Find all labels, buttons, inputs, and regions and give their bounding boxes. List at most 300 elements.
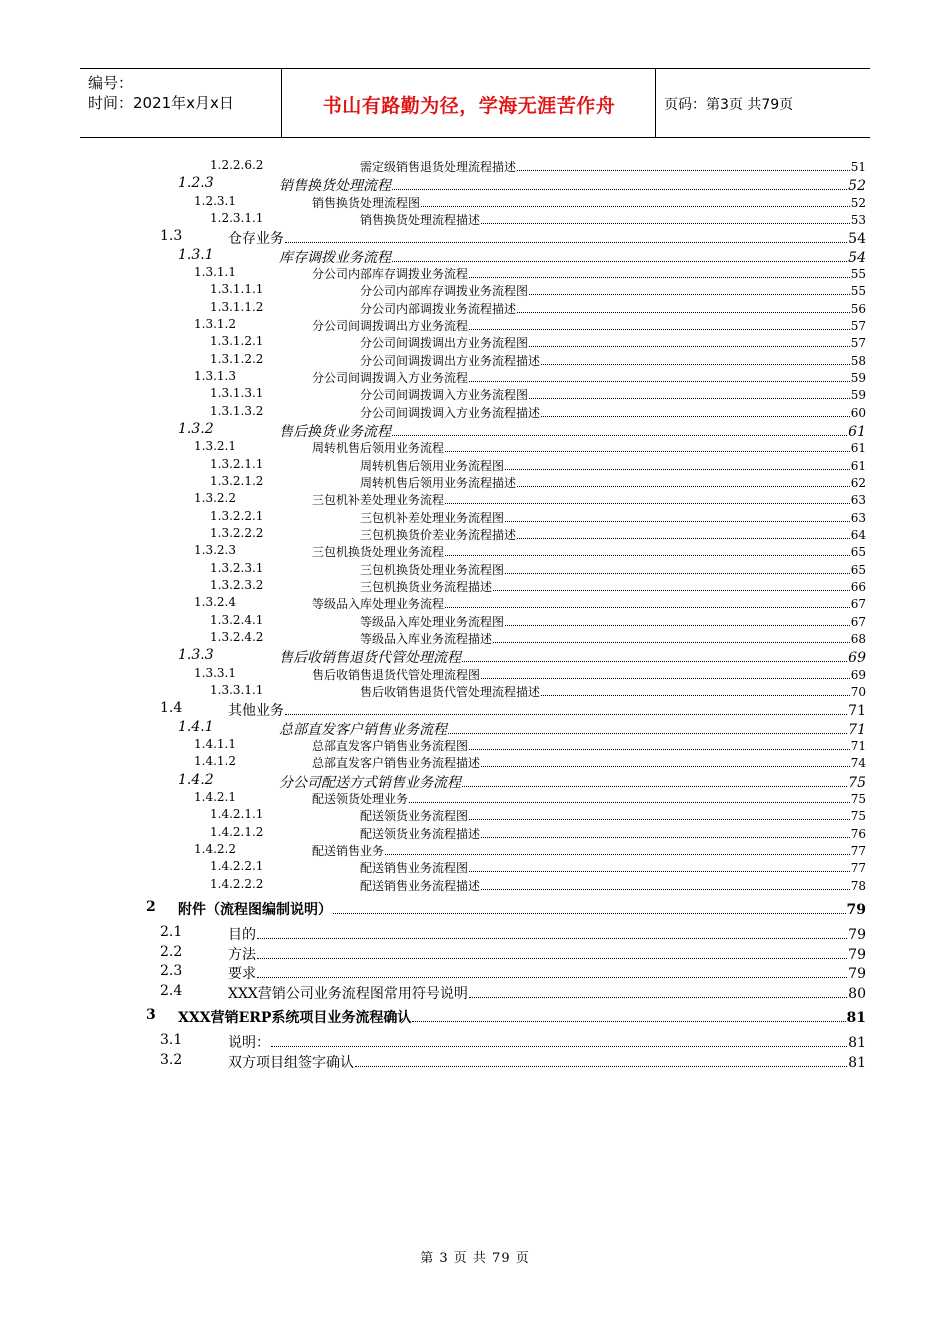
toc-entry-title: 售后收销售退货代管处理流程 [279, 650, 461, 667]
toc-entry-leader [360, 457, 866, 474]
toc-entry-number: 1.2.3 [178, 175, 214, 192]
toc-entry-leader [360, 630, 866, 647]
toc-dot-leader [409, 801, 850, 803]
toc-dot-leader [541, 694, 850, 696]
toc-entry-title: 分公司间调拨调入方业务流程描述 [360, 405, 541, 420]
toc-entry-number: 1.3.2.3 [194, 543, 236, 558]
toc-entry-leader [228, 963, 866, 983]
toc-entry-number: 1.3.1.2.2 [210, 351, 264, 366]
toc-entry[interactable] [0, 542, 950, 559]
toc-entry-page: 54 [848, 249, 866, 266]
toc-dot-leader [481, 836, 850, 838]
toc-dot-leader [469, 276, 850, 278]
toc-dot-leader [469, 818, 850, 820]
toc-entry-number: 1.3.2.2.1 [210, 508, 264, 523]
toc-dot-leader [421, 205, 850, 207]
toc-entry[interactable] [0, 943, 950, 963]
toc-entry[interactable] [0, 193, 950, 210]
toc-entry-number: 3 [146, 1007, 156, 1024]
toc-entry-page: 74 [850, 756, 866, 771]
toc-entry-number: 1.3.2 [178, 421, 214, 438]
toc-entry-leader [312, 194, 866, 211]
toc-entry-number: 2.1 [160, 924, 183, 941]
toc-dot-leader [493, 589, 850, 591]
toc-entry-leader [178, 1007, 866, 1027]
toc-entry-title: 三包机换货业务流程描述 [360, 580, 493, 595]
toc-entry[interactable] [0, 858, 950, 875]
toc-entry[interactable] [0, 1001, 950, 1031]
toc-entry[interactable] [0, 646, 950, 667]
toc-entry-page: 81 [848, 1035, 866, 1052]
toc-entry-leader [360, 526, 866, 543]
toc-entry-page: 54 [848, 231, 866, 248]
toc-entry-number: 1.3.1.3.1 [210, 386, 264, 401]
toc-dot-leader [505, 520, 850, 522]
toc-dot-leader [333, 912, 846, 914]
toc-entry-page: 81 [846, 1010, 866, 1027]
toc-entry-page: 75 [850, 809, 866, 824]
toc-dot-leader [517, 485, 850, 487]
toc-dot-leader [355, 1065, 847, 1067]
toc-entry-leader [360, 158, 866, 175]
toc-entry-title: 三包机换货处理业务流程图 [360, 562, 505, 577]
toc-entry-page: 59 [850, 388, 866, 403]
toc-entry-title: XXX营销ERP系统项目业务流程确认 [178, 1010, 412, 1027]
toc-entry-page: 52 [850, 195, 866, 210]
toc-entry-leader [312, 491, 866, 508]
toc-entry-leader [312, 790, 866, 807]
toc-entry-page: 80 [848, 985, 866, 1002]
toc-entry-number: 1.3.2.1.1 [210, 456, 264, 471]
toc-entry-title: 周转机售后领用业务流程 [312, 441, 445, 456]
toc-entry-title: 销售换货处理流程 [279, 178, 391, 195]
toc-entry[interactable] [0, 771, 950, 789]
toc-entry-page: 63 [850, 510, 866, 525]
page-footer: 第 3 页 共 79 页 [420, 1251, 530, 1266]
toc-entry-number: 2 [146, 899, 156, 916]
toc-entry[interactable] [0, 699, 950, 720]
toc-dot-leader [481, 677, 850, 679]
toc-dot-leader [469, 996, 847, 998]
toc-dot-leader [505, 624, 850, 626]
toc-entry-title: 分公司配送方式销售业务流程 [279, 774, 461, 791]
toc-entry-page: 81 [848, 1055, 866, 1072]
toc-entry[interactable] [0, 316, 950, 333]
toc-entry[interactable] [0, 753, 950, 770]
toc-entry-number: 1.3.1.2 [194, 316, 236, 331]
toc-entry-title: 分公司内部库存调拨业务流程 [312, 266, 469, 281]
toc-dot-leader [469, 328, 850, 330]
toc-dot-leader [445, 554, 850, 556]
toc-dot-leader [412, 1020, 845, 1022]
toc-entry[interactable] [0, 1031, 950, 1051]
toc-entry-leader [360, 282, 866, 299]
toc-entry[interactable] [0, 420, 950, 441]
toc-entry-title: 总部直发客户销售业务流程图 [312, 739, 469, 754]
toc-entry-page: 75 [850, 792, 866, 806]
toc-entry-leader [228, 924, 866, 944]
toc-entry-leader [360, 859, 866, 876]
toc-entry[interactable] [0, 1051, 950, 1071]
toc-entry[interactable] [0, 789, 950, 806]
toc-dot-leader [257, 937, 847, 939]
toc-entry-leader [360, 807, 866, 824]
toc-entry-leader [360, 211, 866, 228]
table-of-contents [0, 157, 950, 1071]
toc-dot-leader [257, 957, 847, 959]
toc-entry-leader [360, 683, 866, 700]
toc-entry-title: 销售换货处理流程图 [312, 195, 421, 210]
toc-entry[interactable] [0, 281, 950, 298]
serial-label: 编号： [88, 74, 134, 92]
toc-entry-title: 其他业务 [228, 703, 284, 720]
toc-entry[interactable] [0, 893, 950, 923]
toc-entry[interactable] [0, 157, 950, 174]
toc-entry-title: 三包机补差处理业务流程图 [360, 510, 505, 525]
toc-entry-page: 79 [846, 902, 866, 919]
toc-entry-number: 1.3.2.3.1 [210, 560, 264, 575]
toc-entry-number: 1.4.2.2 [194, 842, 236, 857]
toc-entry-number: 1.3.2.1 [194, 439, 236, 454]
toc-entry-title: 配送销售业务 [312, 844, 385, 859]
toc-entry-title: 售后收销售退货代管处理流程描述 [360, 685, 541, 700]
toc-entry-page: 71 [848, 721, 866, 738]
toc-entry-page: 78 [850, 878, 866, 893]
toc-entry-page: 67 [850, 597, 866, 612]
toc-entry-number: 1.4.2.2.1 [210, 859, 264, 874]
toc-entry-title: 分公司间调拨调入方业务流程 [312, 370, 469, 385]
toc-dot-leader [517, 169, 850, 171]
toc-entry-number: 1.3.2.4 [194, 595, 236, 610]
toc-entry-title: 配送销售业务流程图 [360, 861, 469, 876]
toc-entry[interactable] [0, 385, 950, 402]
toc-entry-page: 65 [850, 562, 866, 577]
toc-entry[interactable] [0, 490, 950, 507]
header-meta [88, 73, 234, 113]
toc-entry-page: 65 [850, 545, 866, 560]
toc-entry-leader [228, 1032, 866, 1052]
toc-entry-leader [178, 899, 866, 919]
toc-dot-leader [285, 713, 847, 715]
toc-entry[interactable] [0, 473, 950, 490]
toc-dot-leader [462, 785, 847, 787]
toc-entry-leader [312, 265, 866, 282]
toc-dot-leader [469, 748, 850, 750]
toc-dot-leader [271, 1045, 847, 1047]
toc-entry-number: 1.4.2.1.2 [210, 824, 264, 839]
toc-dot-leader [529, 397, 850, 399]
toc-entry-page: 61 [848, 424, 866, 441]
toc-entry-title: 销售换货处理流程描述 [360, 212, 481, 227]
toc-entry[interactable] [0, 824, 950, 841]
toc-entry-title: 总部直发客户销售业务流程描述 [312, 756, 481, 771]
toc-entry-title: 售后收销售退货代管处理流程图 [312, 667, 481, 682]
toc-entry-page: 67 [850, 614, 866, 629]
toc-entry[interactable] [0, 806, 950, 823]
toc-dot-leader [529, 293, 850, 295]
toc-entry-page: 77 [850, 861, 866, 876]
toc-entry-page: 69 [850, 667, 866, 682]
toc-entry-title: 库存调拨业务流程 [279, 249, 391, 266]
toc-entry-title: 等级品入库处理业务流程图 [360, 614, 505, 629]
toc-entry-page: 71 [850, 739, 866, 754]
toc-entry-page: 53 [850, 212, 866, 227]
toc-entry[interactable] [0, 736, 950, 753]
toc-entry-title: 仓存业务 [228, 231, 284, 248]
toc-entry-number: 1.3.3.1 [194, 665, 236, 680]
toc-entry-number: 1.3.2.2.2 [210, 526, 264, 541]
toc-entry-leader [312, 317, 866, 334]
toc-entry-leader [360, 386, 866, 403]
toc-entry-leader [360, 474, 866, 491]
toc-dot-leader [517, 537, 850, 539]
toc-entry[interactable] [0, 508, 950, 525]
toc-entry-number: 1.4.1.1 [194, 737, 236, 752]
toc-dot-leader [448, 732, 847, 734]
toc-dot-leader [493, 641, 850, 643]
toc-entry[interactable] [0, 456, 950, 473]
toc-entry-page: 79 [848, 946, 866, 963]
toc-entry-page: 69 [848, 650, 866, 667]
toc-entry-title: 三包机补差处理业务流程 [312, 493, 445, 508]
toc-dot-leader [481, 222, 850, 224]
toc-entry-leader [312, 369, 866, 386]
toc-entry-leader [312, 737, 866, 754]
toc-entry[interactable] [0, 962, 950, 982]
toc-entry-number: 1.3.1.1 [194, 264, 236, 279]
toc-dot-leader [481, 765, 850, 767]
toc-entry-title: 三包机换货处理业务流程 [312, 545, 445, 560]
toc-entry-page: 61 [850, 458, 866, 473]
toc-entry-number: 1.4.2 [178, 771, 214, 788]
toc-entry-leader [360, 578, 866, 595]
toc-entry-title: XXX营销公司业务流程图常用符号说明 [228, 985, 468, 1002]
toc-entry-title: 附件（流程图编制说明） [178, 902, 332, 919]
toc-dot-leader [385, 853, 850, 855]
toc-entry-number: 1.3.2.2 [194, 491, 236, 506]
toc-entry-title: 配送领货处理业务 [312, 792, 409, 806]
toc-entry-page: 51 [850, 160, 866, 174]
toc-entry[interactable] [0, 525, 950, 542]
toc-entry[interactable] [0, 876, 950, 893]
toc-entry[interactable] [0, 333, 950, 350]
toc-entry-leader [312, 439, 866, 456]
toc-entry-page: 64 [850, 528, 866, 543]
toc-entry-title: 配送领货业务流程描述 [360, 826, 481, 841]
toc-entry[interactable] [0, 629, 950, 646]
toc-entry[interactable] [0, 264, 950, 281]
toc-entry-title: 等级品入库业务流程描述 [360, 632, 493, 647]
toc-entry-title: 分公司间调拨调出方业务流程图 [360, 336, 529, 351]
toc-entry-leader [228, 944, 866, 964]
toc-entry-page: 57 [850, 318, 866, 333]
toc-dot-leader [445, 450, 850, 452]
toc-entry[interactable] [0, 351, 950, 368]
toc-entry-page: 55 [850, 266, 866, 281]
toc-entry-title: 分公司间调拨调出方业务流程描述 [360, 353, 541, 368]
toc-entry-number: 2.2 [160, 943, 183, 960]
header-page-label: 页码：第3页 共79页 [664, 97, 794, 113]
toc-entry[interactable] [0, 718, 950, 736]
toc-dot-leader [517, 311, 850, 313]
toc-entry-leader [312, 595, 866, 612]
toc-entry-title: 分公司内部库存调拨业务流程图 [360, 284, 529, 299]
toc-entry-number: 1.3.2.4.2 [210, 630, 264, 645]
toc-entry-page: 62 [850, 476, 866, 490]
toc-entry-number: 1.3.2.1.2 [210, 474, 264, 488]
toc-entry[interactable] [0, 923, 950, 943]
toc-entry-number: 1.3 [160, 228, 183, 245]
header-motto: 书山有路勤为径，学海无涯苦作舟 [322, 95, 616, 117]
toc-entry-page: 55 [850, 284, 866, 299]
toc-entry-leader [360, 300, 866, 317]
toc-entry-number: 1.3.3.1.1 [210, 683, 264, 698]
toc-entry[interactable] [0, 246, 950, 264]
toc-entry-page: 75 [848, 774, 866, 791]
toc-entry-title: 要求 [228, 966, 256, 983]
toc-dot-leader [541, 415, 850, 417]
toc-entry-number: 1.4.1 [178, 718, 214, 735]
toc-entry-page: 63 [850, 493, 866, 508]
toc-entry-title: 等级品入库处理业务流程 [312, 597, 445, 612]
toc-dot-leader [285, 241, 847, 243]
toc-entry-number: 1.2.3.1 [194, 193, 236, 208]
toc-entry-number: 1.4.2.1.1 [210, 807, 264, 822]
toc-entry-title: 双方项目组签字确认 [228, 1055, 354, 1072]
toc-entry-number: 1.3.1.1.1 [210, 282, 264, 297]
toc-entry-page: 66 [850, 580, 866, 595]
toc-entry-number: 1.3.1.1.2 [210, 299, 264, 314]
toc-entry[interactable] [0, 368, 950, 385]
toc-entry[interactable] [0, 982, 950, 1002]
toc-entry[interactable] [0, 612, 950, 629]
toc-entry[interactable] [0, 577, 950, 594]
toc-dot-leader [257, 976, 847, 978]
toc-entry-leader [312, 842, 866, 859]
toc-entry-title: 目的 [228, 927, 256, 944]
header-table [80, 68, 870, 138]
toc-entry-number: 1.3.1 [178, 246, 214, 263]
toc-entry-leader [360, 877, 866, 894]
toc-entry-number: 3.1 [160, 1032, 183, 1049]
toc-entry-leader [312, 666, 866, 683]
toc-entry-title: 方法 [228, 946, 256, 963]
toc-dot-leader [392, 260, 847, 262]
toc-entry[interactable] [0, 403, 950, 420]
toc-entry-number: 1.3.3 [178, 647, 214, 664]
toc-entry-page: 68 [850, 632, 866, 647]
toc-dot-leader [445, 606, 850, 608]
toc-entry-page: 52 [848, 178, 866, 195]
toc-entry[interactable] [0, 438, 950, 455]
toc-entry[interactable] [0, 227, 950, 248]
toc-entry[interactable] [0, 841, 950, 858]
toc-entry-title: 总部直发客户销售业务流程 [279, 721, 447, 738]
toc-entry-page: 77 [850, 844, 866, 859]
toc-entry[interactable] [0, 594, 950, 611]
toc-dot-leader [469, 380, 850, 382]
toc-entry-page: 56 [850, 301, 866, 316]
toc-entry-leader [360, 352, 866, 369]
toc-entry[interactable] [0, 682, 950, 699]
toc-dot-leader [505, 572, 850, 574]
toc-entry-title: 售后换货业务流程 [279, 424, 391, 441]
toc-entry-number: 2.3 [160, 963, 183, 980]
toc-entry-leader [228, 1052, 866, 1072]
toc-entry-page: 60 [850, 405, 866, 420]
toc-entry-number: 1.4.1.2 [194, 754, 236, 769]
toc-entry-page: 59 [850, 370, 866, 385]
toc-entry-title: 配送销售业务流程描述 [360, 878, 481, 893]
toc-entry-page: 71 [848, 703, 866, 720]
toc-entry-number: 1.3.2.3.2 [210, 578, 264, 593]
toc-entry-page: 76 [850, 826, 866, 841]
toc-entry-number: 1.3.1.2.1 [210, 334, 264, 349]
time-label: 时间：2021年x月x日 [88, 94, 234, 112]
toc-entry-title: 说明： [228, 1035, 270, 1052]
toc-entry[interactable] [0, 665, 950, 682]
toc-entry-number: 1.4 [160, 700, 183, 717]
toc-entry-leader [360, 613, 866, 630]
toc-dot-leader [469, 870, 850, 872]
toc-entry-leader [360, 404, 866, 421]
toc-entry-page: 70 [850, 685, 866, 700]
toc-entry-leader [360, 825, 866, 842]
toc-entry-number: 1.3.2.4.1 [210, 612, 264, 627]
toc-entry-page: 79 [848, 966, 866, 983]
toc-entry-number: 1.4.2.1 [194, 790, 236, 804]
toc-entry[interactable] [0, 210, 950, 227]
toc-entry-number: 3.2 [160, 1052, 183, 1069]
toc-dot-leader [481, 888, 850, 890]
toc-entry-leader [360, 561, 866, 578]
toc-entry-leader [312, 754, 866, 771]
toc-entry-title: 分公司内部调拨业务流程描述 [360, 301, 517, 316]
toc-entry-title: 配送领货业务流程图 [360, 809, 469, 824]
toc-entry-number: 1.4.2.2.2 [210, 876, 264, 891]
toc-entry-number: 1.2.2.6.2 [210, 158, 264, 172]
toc-dot-leader [505, 468, 850, 470]
toc-entry-page: 58 [850, 353, 866, 368]
toc-entry-title: 周转机售后领用业务流程图 [360, 458, 505, 473]
toc-entry[interactable] [0, 560, 950, 577]
toc-entry-number: 1.3.1.3 [194, 368, 236, 383]
toc-entry-leader [360, 334, 866, 351]
toc-entry-title: 需定级销售退货处理流程描述 [360, 160, 517, 174]
toc-entry[interactable] [0, 299, 950, 316]
toc-entry-title: 分公司间调拨调入方业务流程图 [360, 388, 529, 403]
toc-entry-title: 三包机换货价差业务流程描述 [360, 528, 517, 543]
toc-entry-title: 周转机售后领用业务流程描述 [360, 476, 517, 490]
toc-dot-leader [529, 345, 850, 347]
toc-entry-leader [228, 983, 866, 1003]
toc-entry-leader [312, 543, 866, 560]
toc-dot-leader [462, 660, 847, 662]
toc-entry-leader [360, 509, 866, 526]
toc-dot-leader [541, 363, 850, 365]
toc-entry[interactable] [0, 174, 950, 195]
toc-entry-page: 79 [848, 927, 866, 944]
toc-dot-leader [445, 502, 850, 504]
toc-entry-title: 分公司间调拨调出方业务流程 [312, 318, 469, 333]
toc-entry-number: 1.3.1.3.2 [210, 403, 264, 418]
toc-dot-leader [392, 434, 847, 436]
toc-entry-page: 57 [850, 336, 866, 351]
toc-entry-number: 2.4 [160, 982, 183, 999]
toc-entry-number: 1.2.3.1.1 [210, 210, 264, 225]
toc-dot-leader [392, 188, 847, 190]
toc-entry-page: 61 [850, 441, 866, 456]
